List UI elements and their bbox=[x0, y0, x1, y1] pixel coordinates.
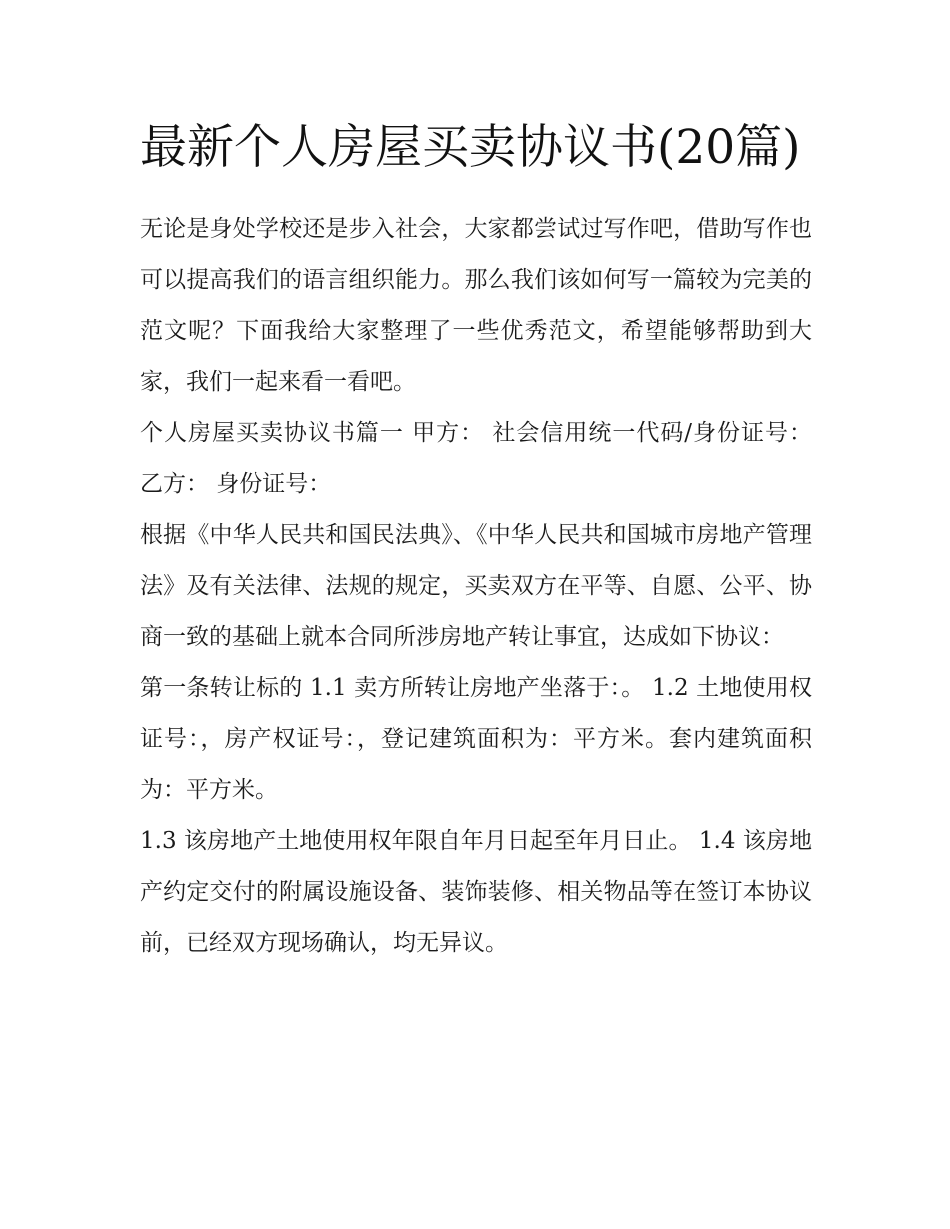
document-body bbox=[140, 204, 812, 969]
intro-paragraph: 无论是身处学校还是步入社会，大家都尝试过写作吧，借助写作也可以提高我们的语言组织能力。那么我们该如何写一篇较为完美的范文呢？下面我给大家整理了一些优秀范文，希望能够帮助到大家，我们一起来看一看吧。 bbox=[140, 216, 812, 395]
parties-paragraph: 个人房屋买卖协议书篇一 甲方： 社会信用统一代码/身份证号： 乙方： 身份证号： bbox=[140, 420, 812, 497]
article-one-continued-paragraph: 1.3 该房地产土地使用权年限自年月日起至年月日止。 1.4 该房地产约定交付的附属设施设备、装饰装修、相关物品等在签订本协议前，已经双方现场确认，均无异议。 bbox=[140, 828, 812, 956]
article-one-paragraph: 第一条转让标的 1.1 卖方所转让房地产坐落于：。 1.2 土地使用权证号：，房产权证号：，登记建筑面积为：平方米。套内建筑面积为：平方米。 bbox=[140, 675, 812, 803]
document-content bbox=[140, 108, 812, 969]
document-title: 最新个人房屋买卖协议书(20篇) bbox=[140, 120, 801, 175]
legal-basis-paragraph: 根据《中华人民共和国民法典》、《中华人民共和国城市房地产管理法》及有关法律、法规的规定，买卖双方在平等、自愿、公平、协商一致的基础上就本合同所涉房地产转让事宜，达成如下协议： bbox=[140, 522, 812, 650]
